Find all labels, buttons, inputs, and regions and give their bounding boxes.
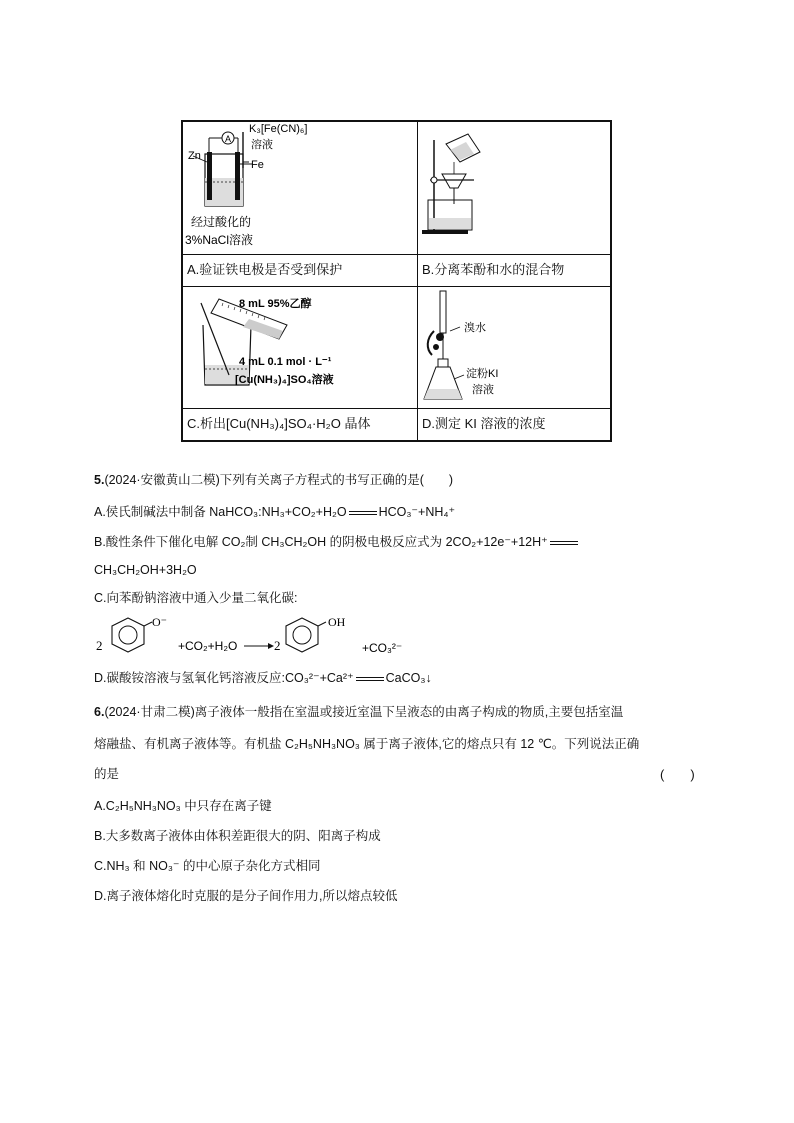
- question-6-stem: [94, 702, 623, 722]
- ethanol-label: 8 mL 95%乙醇: [239, 298, 312, 310]
- option-a-label: A.验证铁电极是否受到保护: [187, 262, 343, 277]
- fe-label: Fe: [251, 159, 264, 171]
- question-6-option-b: B.大多数离子液体由体积差距很大的阴、阳离子构成: [94, 829, 381, 843]
- titration-apparatus-figure: [418, 287, 612, 407]
- reagent-solution-label: 溶液: [251, 139, 273, 151]
- option-b-text: B.酸性条件下催化电解 CO₂制 CH₃CH₂OH 的阴极电极反应式为 2CO₂+12e⁻+12H⁺: [94, 535, 548, 549]
- option-b-label: B.分离苯酚和水的混合物: [422, 262, 565, 277]
- question-6-number: 6.: [94, 705, 105, 719]
- filtration-apparatus-figure: [418, 122, 612, 254]
- experiment-table: [181, 120, 612, 442]
- solution-b-label: [Cu(NH₃)₄]SO₄溶液: [235, 374, 334, 386]
- equals-sign: [356, 677, 384, 681]
- ammeter-label: A: [225, 134, 232, 144]
- zn-label: Zn: [188, 150, 201, 162]
- question-6-line1: 离子液体一般指在室温或接近室温下呈液态的由离子构成的物质,主要包括室温: [194, 705, 624, 719]
- equals-sign: [349, 511, 377, 515]
- option-d-text: D.碳酸铵溶液与氢氧化钙溶液反应:CO₃²⁻+Ca²⁺: [94, 671, 354, 685]
- electrolysis-apparatus-figure: [183, 122, 417, 254]
- question-6-option-d: D.离子液体熔化时克服的是分子间作用力,所以熔点较低: [94, 889, 398, 903]
- solution-label-2: 3%NaCl溶液: [185, 233, 254, 247]
- question-5-text: 下列有关离子方程式的书写正确的是( ): [219, 473, 454, 487]
- phenoxide-equation-figure: [94, 612, 424, 666]
- coefficient-1: 2: [96, 638, 103, 653]
- reagent-label: K₃[Fe(CN)₆]: [249, 123, 308, 135]
- reactants-text: +CO₂+H₂O: [178, 639, 238, 653]
- option-d-label: D.测定 KI 溶液的浓度: [422, 416, 546, 431]
- question-5-option-c: C.向苯酚钠溶液中通入少量二氧化碳:: [94, 591, 298, 605]
- starch-label-2: 溶液: [472, 384, 494, 396]
- question-6-line3: 的是: [94, 767, 120, 781]
- carbonate-product: +CO₃²⁻: [362, 641, 403, 655]
- question-5-stem: [94, 470, 453, 490]
- question-6-line2: 熔融盐、有机离子液体等。有机盐 C₂H₅NH₃NO₃ 属于离子液体,它的熔点只有 12 ℃。下列说法正确: [94, 737, 640, 751]
- option-d-product: CaCO₃↓: [385, 671, 432, 685]
- question-5-option-a: [94, 502, 455, 522]
- solution-a-label: 4 mL 0.1 mol · L⁻¹: [239, 356, 332, 368]
- question-6-answer-paren: ( ): [660, 767, 695, 782]
- question-6-source: (2024·甘肃二模): [104, 705, 195, 719]
- solution-label-1: 经过酸化的: [191, 215, 252, 229]
- bromine-label: 溴水: [464, 322, 486, 334]
- question-5-option-b-line2: CH₃CH₂OH+3H₂O: [94, 563, 197, 577]
- coefficient-2: 2: [274, 638, 281, 653]
- question-5-option-b: [94, 532, 580, 552]
- option-c-label: C.析出[Cu(NH₃)₄]SO₄·H₂O 晶体: [187, 416, 371, 431]
- question-5-number: 5.: [94, 473, 105, 487]
- question-6-option-a: A.C₂H₅NH₃NO₃ 中只存在离子键: [94, 799, 272, 813]
- equals-sign: [550, 541, 578, 545]
- phenol-oh: OH: [328, 615, 346, 629]
- option-a-text: A.侯氏制碱法中制备 NaHCO₃:NH₃+CO₂+H₂O: [94, 505, 347, 519]
- crystallization-apparatus-figure: [183, 287, 417, 407]
- table-divider-3: [183, 408, 610, 409]
- table-divider-1: [183, 254, 610, 255]
- phenoxide-o: O⁻: [152, 615, 167, 629]
- starch-label-1: 淀粉KI: [466, 368, 499, 380]
- option-a-product: HCO₃⁻+NH₄⁺: [378, 505, 456, 519]
- question-6-option-c: C.NH₃ 和 NO₃⁻ 的中心原子杂化方式相同: [94, 859, 321, 873]
- question-5-source: (2024·安徽黄山二模): [104, 473, 220, 487]
- question-5-option-d: [94, 668, 432, 688]
